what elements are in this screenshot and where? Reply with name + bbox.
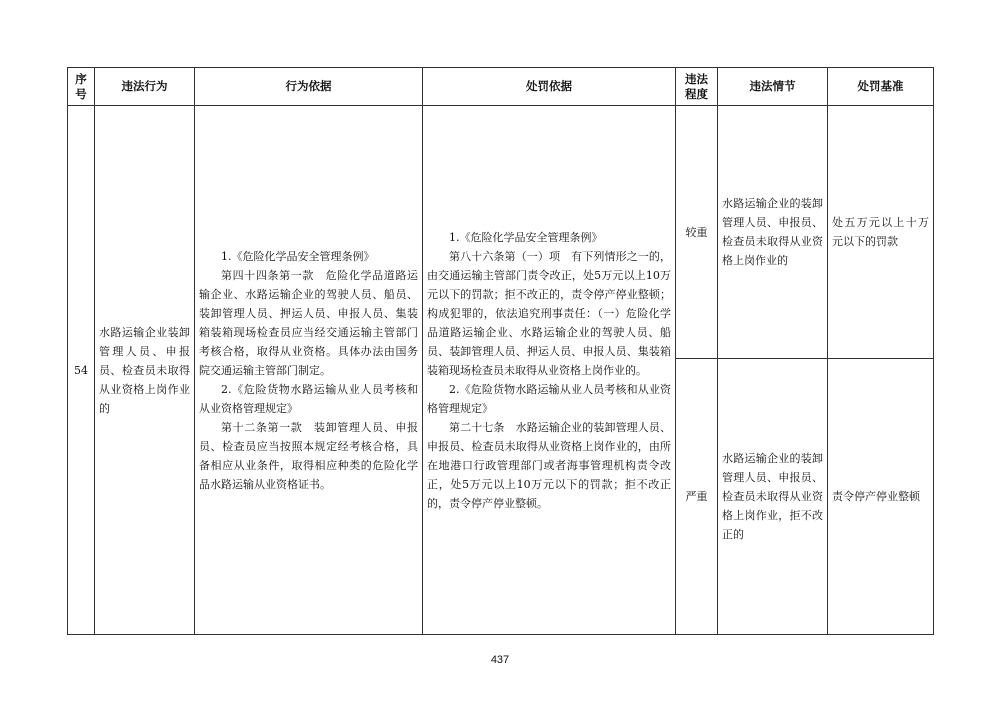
degree-moderate: 较重 bbox=[676, 106, 718, 359]
violation-text: 水路运输企业装卸管理人员、申报员、检查员未取得从业资格上岗作业的 bbox=[99, 325, 190, 415]
page-number: 437 bbox=[490, 654, 510, 666]
table-header-row bbox=[68, 68, 934, 106]
penalty-article-2: 第二十七条 水路运输企业的装卸管理人员、申报员、检查员未取得从业资格上岗作业的，由所在地港口行政管理部门或者海事管理机构责令改正，处5万元以上10万元以下的罚款；拒不改正的，责令停产停业整顿。 bbox=[427, 420, 671, 510]
degree-serious: 严重 bbox=[676, 359, 718, 635]
header-standard: 处罚基准 bbox=[828, 68, 934, 106]
basis-cell bbox=[195, 106, 423, 635]
header-no: 序号 bbox=[68, 68, 95, 106]
basis-article-1: 第四十四条第一款 危险化学品道路运输企业、水路运输企业的驾驶人员、船员、装卸管理人员、押运人员、申报人员、集装箱装箱现场检查员应当经交通运输主管部门考核合格，取得从业资格。具体办法由国务院交通运输主管部门制定。 bbox=[199, 268, 418, 377]
standard-serious-cell bbox=[828, 359, 934, 635]
basis-title-1: 1.《危险化学品安全管理条例》 bbox=[221, 249, 375, 263]
circumstance-serious: 水路运输企业的装卸管理人员、申报员、检查员未取得从业资格上岗作业，拒不改正的 bbox=[722, 452, 823, 541]
circumstance-serious-cell bbox=[718, 359, 828, 635]
standard-serious: 责令停产停业整顿 bbox=[832, 490, 920, 503]
header-violation: 违法行为 bbox=[95, 68, 195, 106]
circumstance-moderate-cell bbox=[718, 106, 828, 359]
penalty-article-1: 第八十六条第（一）项 有下列情形之一的，由交通运输主管部门责令改正，处5万元以上10万元以下的罚款；拒不改正的，责令停产停业整顿；构成犯罪的，依法追究刑事责任：（一）危险化学品道路运输企业、水路运输企业的驾驶人员、船员、装卸管理人员、押运人员、申报人员、集装箱装箱现场检查员未取得从业资格上岗作业的。 bbox=[427, 249, 671, 377]
basis-title-2: 2.《危险货物水路运输从业人员考核和从业资格管理规定》 bbox=[199, 382, 418, 415]
row-number: 54 bbox=[68, 106, 95, 635]
header-basis: 行为依据 bbox=[195, 68, 423, 106]
penalty-standard-table bbox=[67, 67, 934, 635]
penalty-title-2: 2.《危险货物水路运输从业人员考核和从业资格管理规定》 bbox=[427, 382, 671, 415]
standard-moderate: 处五万元以上十万元以下的罚款 bbox=[832, 216, 929, 248]
penalty-title-1: 1.《危险化学品安全管理条例》 bbox=[449, 230, 603, 244]
violation-cell bbox=[95, 106, 195, 635]
header-circumstance: 违法情节 bbox=[718, 68, 828, 106]
table-row bbox=[68, 106, 934, 359]
circumstance-moderate: 水路运输企业的装卸管理人员、申报员、检查员未取得从业资格上岗作业的 bbox=[722, 197, 823, 267]
header-penalty-basis: 处罚依据 bbox=[423, 68, 676, 106]
penalty-basis-cell bbox=[423, 106, 676, 635]
header-degree: 违法程度 bbox=[676, 68, 718, 106]
standard-moderate-cell bbox=[828, 106, 934, 359]
basis-article-2: 第十二条第一款 装卸管理人员、申报员、检查员应当按照本规定经考核合格，具备相应从业条件，取得相应种类的危险化学品水路运输从业资格证书。 bbox=[199, 420, 418, 491]
